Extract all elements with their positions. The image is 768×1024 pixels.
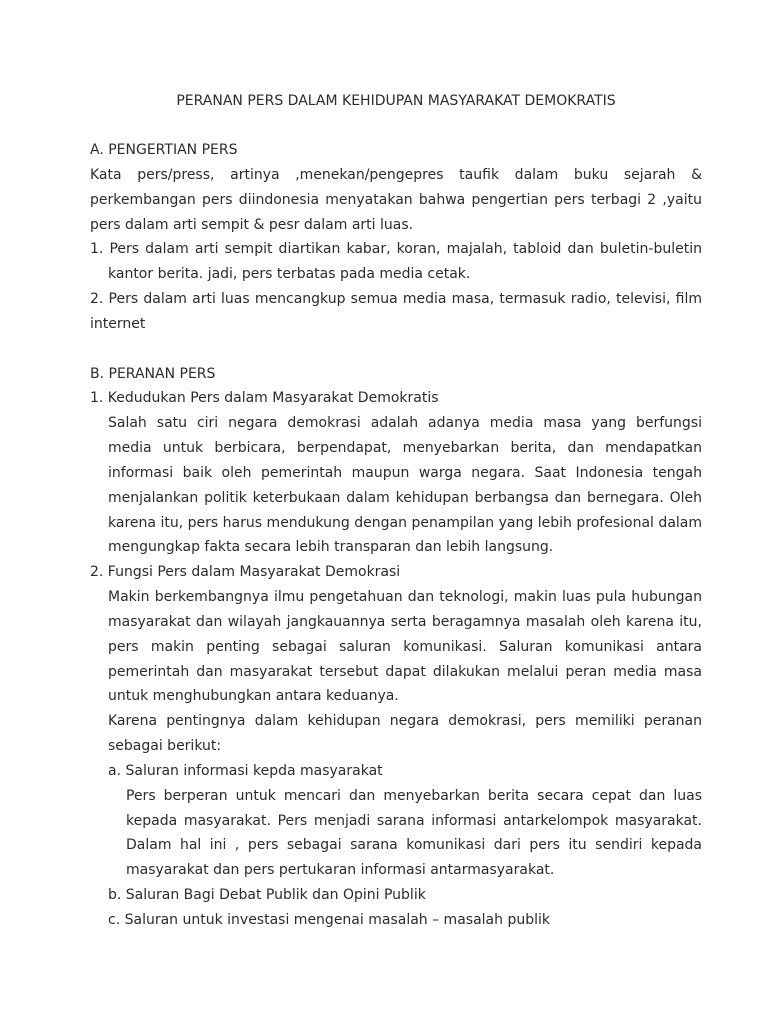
section-a-item-1-continued: kantor berita. jadi, pers terbatas pada media cetak. (108, 266, 471, 282)
item-a-paragraph-line: masyarakat dan pers pertukaran informasi antarmasyarakat. (126, 862, 555, 878)
subsection-1-paragraph-line: Salah satu ciri negara demokrasi adalah adanya media masa yang berfungsi (108, 415, 702, 431)
subsection-2-paragraph-line: pemerintah dan masyarakat tersebut dapat dilakukan melalui peran media masa (108, 664, 702, 680)
section-a-paragraph-line: perkembangan pers diindonesia menyatakan bahwa pengertian pers terbagi 2 ,yaitu (90, 192, 702, 208)
section-b-heading: B. PERANAN PERS (90, 366, 216, 382)
item-b-heading: b. Saluran Bagi Debat Publik dan Opini Publik (108, 887, 426, 903)
item-c-heading: c. Saluran untuk investasi mengenai masalah – masalah publik (108, 912, 550, 928)
section-a-paragraph-line: Kata pers/press, artinya ,menekan/pengepres taufik dalam buku sejarah & (90, 167, 702, 183)
subsection-2-heading: 2. Fungsi Pers dalam Masyarakat Demokrasi (90, 564, 401, 580)
section-a-item-1: 1. Pers dalam arti sempit diartikan kabar, koran, majalah, tabloid dan buletin-buletin (90, 241, 702, 257)
item-a-paragraph-line: kepada masyarakat. Pers menjadi sarana informasi antarkelompok masyarakat. (126, 813, 702, 829)
subsection-2-paragraph-line: masyarakat dan wilayah jangkauannya serta beragamnya masalah oleh karena itu, (108, 614, 702, 630)
subsection-2-paragraph-line: pers makin penting sebagai saluran komunikasi. Saluran komunikasi antara (108, 639, 702, 655)
item-a-paragraph-line: Dalam hal ini , pers sebagai sarana komunikasi dari pers itu sendiri kepada (126, 837, 702, 853)
subsection-2-paragraph-line: Makin berkembangnya ilmu pengetahuan dan teknologi, makin luas pula hubungan (108, 589, 702, 605)
subsection-1-paragraph-line: menjalankan politik keterbukaan dalam kehidupan berbangsa dan bernegara. Oleh (108, 490, 702, 506)
subsection-1-paragraph-line: mengungkap fakta secara lebih transparan dan lebih langsung. (108, 539, 554, 555)
subsection-2-paragraph-line: untuk menghubungkan antara keduanya. (108, 688, 399, 704)
subsection-1-heading: 1. Kedudukan Pers dalam Masyarakat Demokratis (90, 390, 439, 406)
item-a-paragraph-line: Pers berperan untuk mencari dan menyebarkan berita secara cepat dan luas (126, 788, 702, 804)
subsection-1-paragraph-line: media untuk berbicara, berpendapat, menyebarkan berita, dan mendapatkan (108, 440, 702, 456)
section-a-paragraph-line: pers dalam arti sempit & pesr dalam arti luas. (90, 217, 414, 233)
section-a-heading: A. PENGERTIAN PERS (90, 142, 238, 158)
section-a-item-2-continued: internet (90, 316, 146, 332)
subsection-1-paragraph-line: karena itu, pers harus mendukung dengan penampilan yang lebih profesional dalam (108, 515, 702, 531)
subsection-2-paragraph-2-line: sebagai berikut: (108, 738, 222, 754)
section-a-item-2: 2. Pers dalam arti luas mencangkup semua media masa, termasuk radio, televisi, film (90, 291, 702, 307)
subsection-1-paragraph-line: informasi baik oleh pemerintah maupun warga negara. Saat Indonesia tengah (108, 465, 702, 481)
subsection-2-paragraph-2-line: Karena pentingnya dalam kehidupan negara demokrasi, pers memiliki peranan (108, 713, 702, 729)
item-a-heading: a. Saluran informasi kepda masyarakat (108, 763, 383, 779)
page-title: PERANAN PERS DALAM KEHIDUPAN MASYARAKAT DEMOKRATIS (176, 93, 616, 109)
